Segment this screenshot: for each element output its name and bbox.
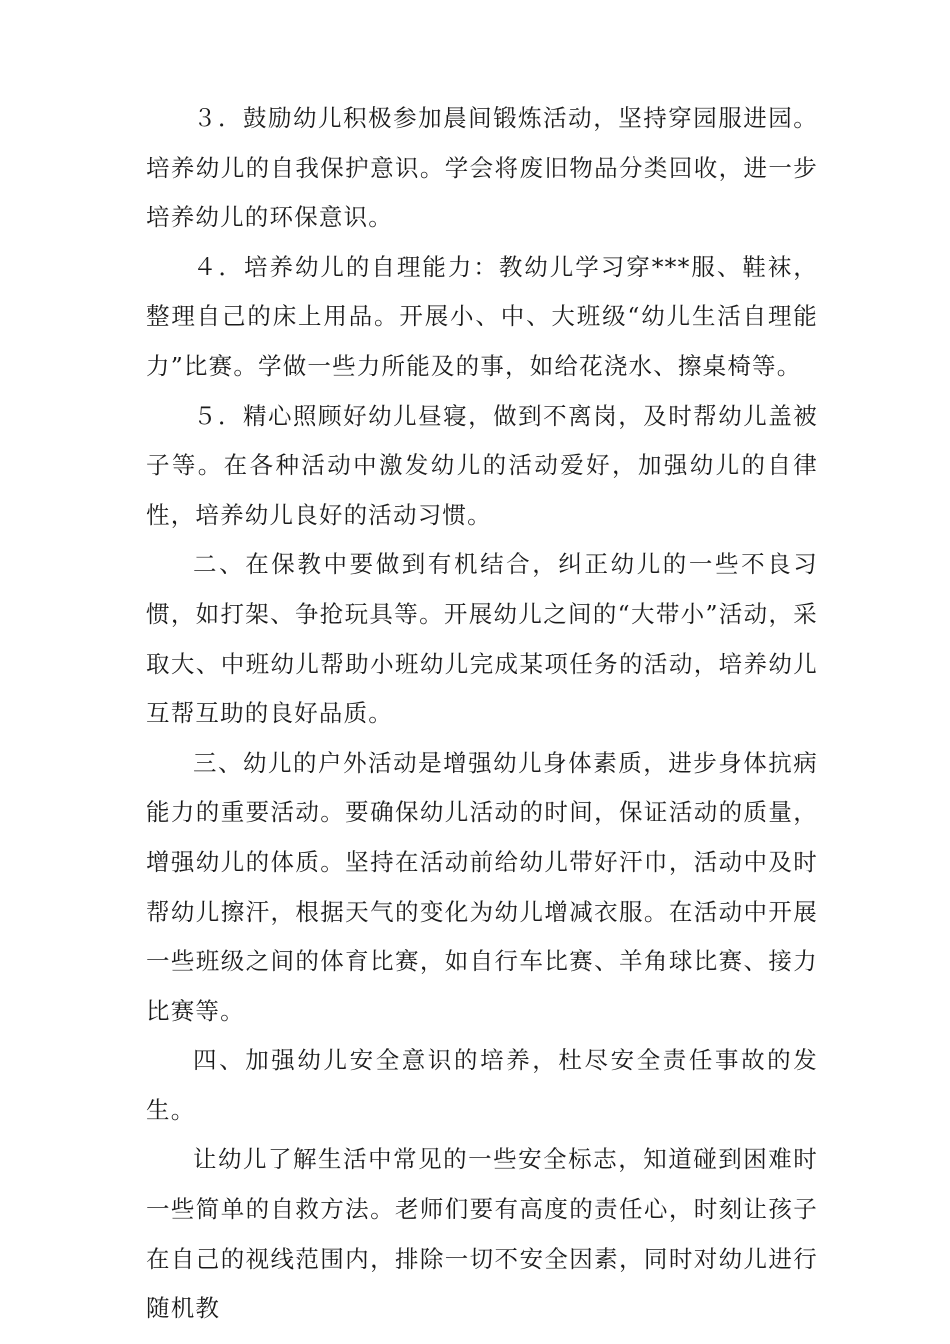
paragraph-section-4-body: 让幼儿了解生活中常见的一些安全标志，知道碰到困难时一些简单的自救方法。老师们要有高度的责任心，时刻让孩子在自己的视线范围内，排除一切不安全因素，同时对幼儿进行随机教 bbox=[146, 1145, 818, 1323]
paragraph-section-3: 三、幼儿的户外活动是增强幼儿身体素质，进步身体抗病能力的重要活动。要确保幼儿活动的时间，保证活动的质量，增强幼儿的体质。坚持在活动前给幼儿带好汗巾，活动中及时帮幼儿擦汗，根据天气的变化为幼儿增减衣服。在活动中开展一些班级之间的体育比赛，如自行车比赛、羊角球比赛、接力比赛等。 bbox=[146, 748, 818, 1025]
paragraph-section-2: 二、在保教中要做到有机结合，纠正幼儿的一些不良习惯，如打架、争抢玩具等。开展幼儿之间的“大带小”活动，采取大、中班幼儿帮助小班幼儿完成某项任务的活动，培养幼儿互帮互助的良好品质。 bbox=[146, 550, 818, 728]
document-body bbox=[146, 94, 818, 1334]
paragraph-item-5: ５．精心照顾好幼儿昼寝，做到不离岗，及时帮幼儿盖被子等。在各种活动中激发幼儿的活动爱好，加强幼儿的自律性，培养幼儿良好的活动习惯。 bbox=[146, 401, 818, 529]
paragraph-item-3: ３．鼓励幼儿积极参加晨间锻炼活动，坚持穿园服进园。培养幼儿的自我保护意识。学会将废旧物品分类回收，进一步培养幼儿的环保意识。 bbox=[146, 104, 818, 232]
paragraph-section-4-heading: 四、加强幼儿安全意识的培养，杜尽安全责任事故的发生。 bbox=[146, 1046, 818, 1124]
paragraph-item-4: ４．培养幼儿的自理能力：教幼儿学习穿***服、鞋袜，整理自己的床上用品。开展小、中、大班级“幼儿生活自理能力”比赛。学做一些力所能及的事，如给花浇水、擦桌椅等。 bbox=[146, 252, 818, 380]
